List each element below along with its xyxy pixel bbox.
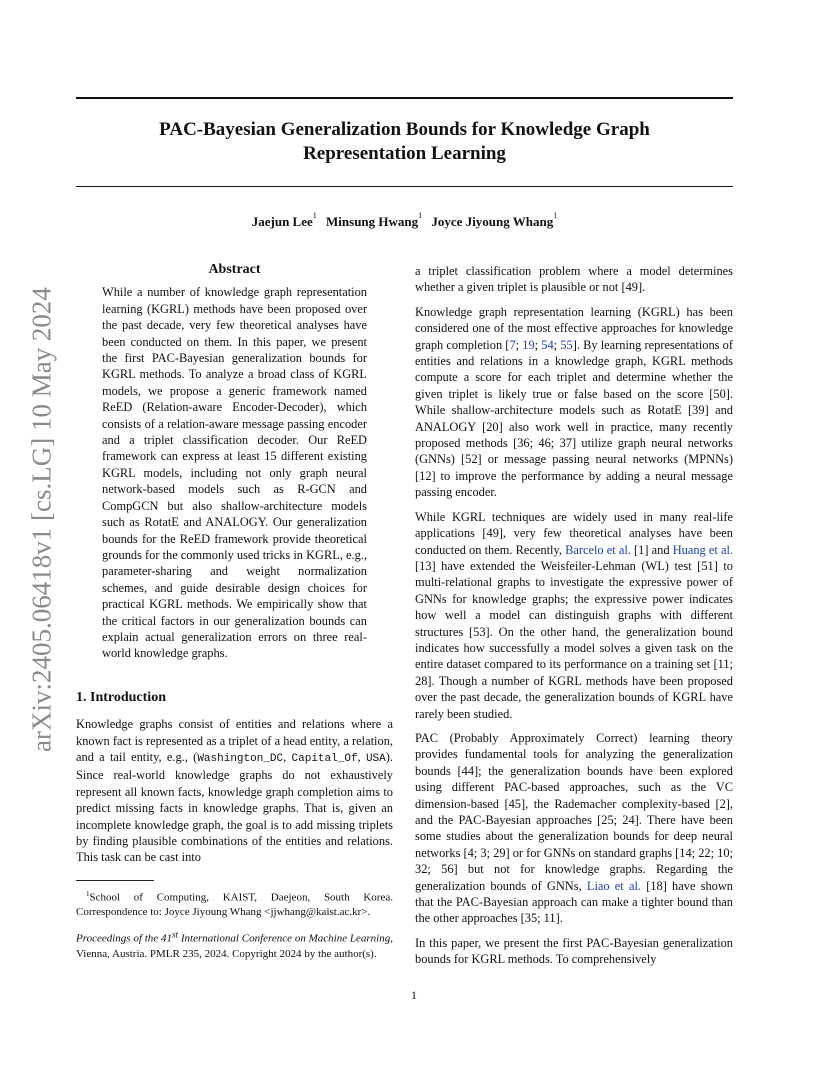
arxiv-watermark: arXiv:2405.06418v1 [cs.LG] 10 May 2024 bbox=[26, 287, 57, 753]
abstract-body bbox=[76, 284, 393, 661]
top-rule bbox=[76, 97, 733, 99]
paragraph: a triplet classification problem where a model determines whether a given triplet is plausible or not [49]. bbox=[415, 264, 733, 295]
author: Joyce Jiyoung Whang$^1$ bbox=[431, 211, 558, 229]
abstract-text: While a number of knowledge graph representation learning (KGRL) methods have been proposed over the past decade, very few theoretical analyses have been conducted on them. In this paper, we present the first PAC-Bayesian generalization bounds for KGRL methods. To analyze a broad class of KGRL models, we propose a generic framework named ReED (Relation-aware Encoder-Decoder), which consists of a relation-aware message passing encoder and a triplet classification decoder. Our ReED framework can express at least 15 different existing KGRL models, including not only graph neural network-based models such as R-GCN and CompGCN but also shallow-architecture models such as RotatE and ANALOGY. Our generalization bounds for the ReED framework provide theoretical grounds for the commonly used tricks in KGRL, e.g., parameter-sharing and weight normalization schemes, and guide desirable design choices for practical KGRL methods. We empirically show that the critical factors in our generalization bounds can explain actual generalization errors on three real-world knowledge graphs. bbox=[102, 285, 367, 661]
paragraph: PAC (Probably Approximately Correct) learning theory provides fundamental tools for analyzing the generalization bounds [44]; the generalization bounds have been explored using different PAC-based approaches, such as the VC dimension-based [45], the Rademacher complexity-based [2], and the PAC-Bayesian approaches [25; 24]. There have been some studies about the generalization bounds for deep neural networks [4; 3; 29] or for GNNs on standard graphs [14; 22; 10; 32; 56] but not for knowledge graphs. Regarding the generalization bounds of GNNs, Liao et al. [18] have shown that the PAC-Bayesian approach can make a tighter bound than the other approaches [35; 11]. bbox=[415, 730, 734, 926]
title-line-1: PAC-Bayesian Generalization Bounds for Knowledge Graph bbox=[159, 119, 650, 140]
author-citation-link[interactable]: Barcelo et al. bbox=[565, 542, 631, 557]
section-heading-introduction: 1. Introduction bbox=[76, 689, 166, 705]
author-list bbox=[76, 211, 733, 230]
paragraph: In this paper, we present the first PAC-Bayesian generalization bounds for KGRL methods. To comprehensively bbox=[415, 935, 733, 967]
bottom-rule bbox=[76, 186, 733, 187]
entity-token: Washington_DC bbox=[197, 752, 284, 765]
author: Jaejun Lee$^1$ bbox=[251, 211, 317, 229]
author-citation-link[interactable]: Liao et al. bbox=[586, 878, 641, 893]
title-line-2: Representation Learning bbox=[303, 143, 506, 164]
citation-link[interactable]: 7 bbox=[509, 337, 516, 352]
citation-link[interactable]: 54 bbox=[541, 337, 554, 352]
right-column bbox=[415, 263, 733, 976]
citation-link[interactable]: 55 bbox=[560, 337, 573, 352]
page-number: 1 bbox=[411, 988, 417, 1002]
author-citation-link[interactable]: Huang et al. bbox=[672, 542, 733, 557]
footnote: $^1$School of Computing, KAIST, Daejeon, South Korea. Correspondence to: Joyce Jiyoung Whang <jjwhang@kaist.ac.kr>. bbox=[76, 889, 393, 918]
paragraph: Knowledge graph representation learning (KGRL) has been considered one of the most effective approaches for knowledge graph completion [7; 19; 54; 55]. By learning representations of entities and relations in a knowledge graph, KGRL methods compute a score for each triplet and determine whether the given triplet is likely true or false based on the score [50]. While shallow-architecture models such as RotatE [39] and ANALOGY [20] also work well in practice, many recently proposed methods [36; 46; 37] utilize graph neural networks (GNNs) [52] or message passing neural networks (MPNNs) [12] to improve the performance by adding a neural message passing encoder. bbox=[415, 304, 733, 500]
footnote-separator bbox=[76, 880, 154, 881]
proceedings-note: Proceedings of the 41st International Conference on Machine Learning, Vienna, Austria. PMLR 235, 2024. Copyright 2024 by the author(s). bbox=[76, 929, 393, 960]
relation-token: Capital_Of bbox=[291, 752, 358, 765]
citation-link[interactable]: 19 bbox=[522, 337, 535, 352]
paragraph: While KGRL techniques are widely used in many real-life applications [49], very few theoretical analyses have been conducted on them. Recently, Barcelo et al. [1] and Huang et al. [13] have extended the Weisfeiler-Lehman (WL) test [51] to multi-relational graphs to investigate the expressive power of GNNs for knowledge graphs; the expressive power indicates how well a model can distinguish graphs with different structures [53]. On the other hand, the generalization bound indicates how successfully a model solves a given task on the entire dataset compared to its performance on a training set [11; 28]. Though a number of KGRL methods have been proposed over the past decade, the generalization bounds of KGRL have rarely been studied. bbox=[415, 509, 733, 721]
abstract-heading: Abstract bbox=[208, 262, 261, 277]
entity-token: USA bbox=[365, 752, 386, 765]
paper-title bbox=[76, 118, 733, 166]
author: Minsung Hwang$^1$ bbox=[326, 211, 423, 229]
left-column bbox=[76, 262, 393, 969]
intro-paragraph: Knowledge graphs consist of entities and relations where a known fact is represented as a triplet of a head entity, a relation, and a tail entity, e.g., (Washington_DC, Capital_Of, USA). Since real-world knowledge graphs do not exhaustively represent all known facts, knowledge graph completion aims to predict missing facts in knowledge graphs. That is, given an incomplete knowledge graph, the goal is to add missing triplets by finding plausible combinations of the entities and relations. This task can be cast into bbox=[76, 717, 393, 865]
